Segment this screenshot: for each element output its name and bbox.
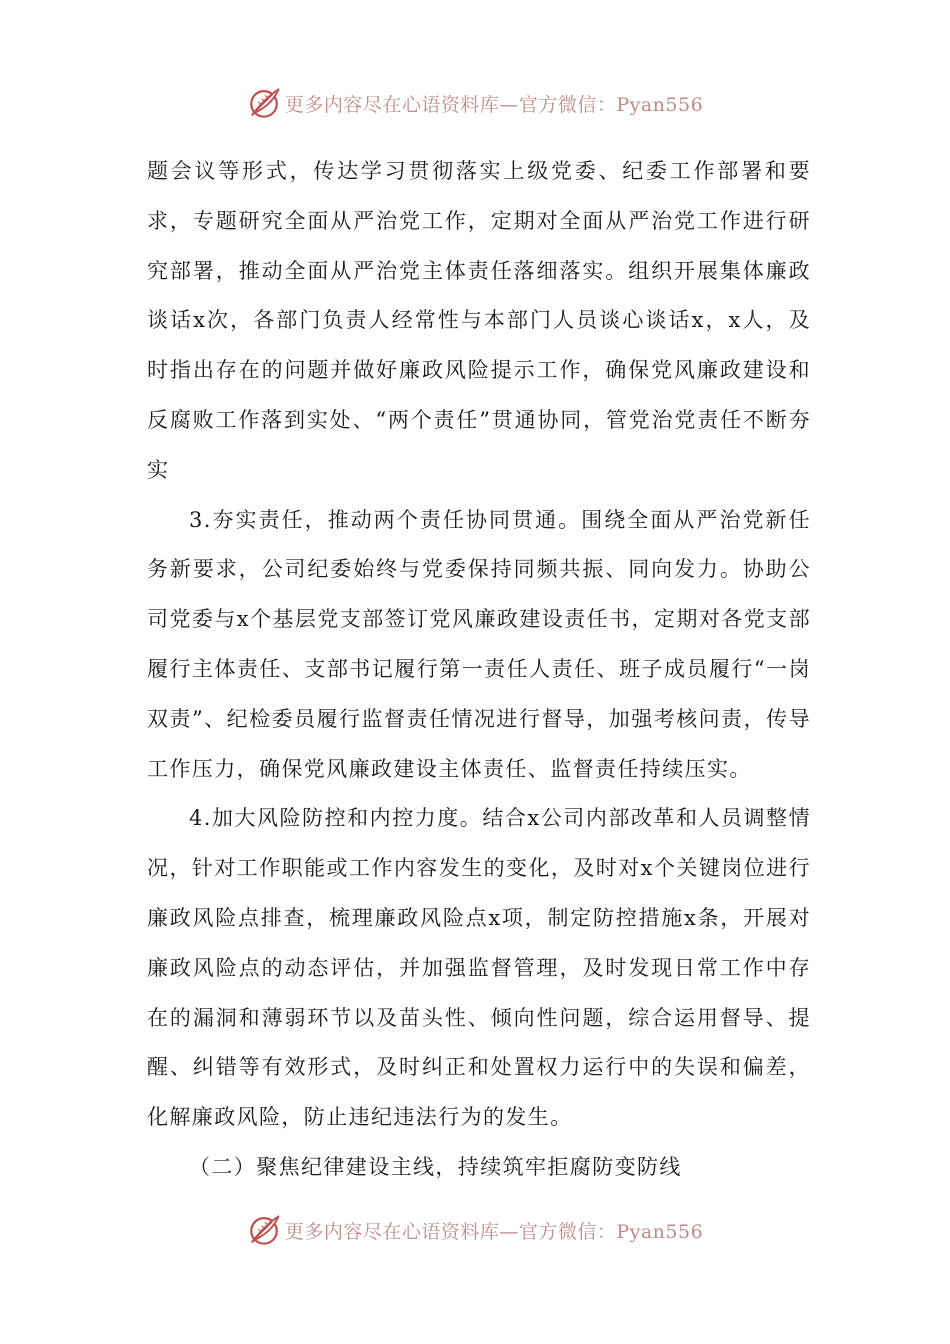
watermark-footer (0, 1210, 950, 1250)
feather-pen-icon (247, 86, 281, 120)
watermark-text: 更多内容尽在心语资料库—官方微信：Pyan556 (284, 1220, 704, 1243)
document-body (147, 147, 811, 1193)
section-heading: （二）聚焦纪律建设主线，持续筑牢拒腐防变防线 (189, 1154, 682, 1179)
paragraph-item-4: 4.加大风险防控和内控力度。结合x公司内部改革和人员调整情况，针对工作职能或工作内容发生的变化，及时对x个关键岗位进行廉政风险点排查，梳理廉政风险点x项，制定防控措施x条，开展对廉政风险点的动态评估，并加强监督管理，及时发现日常工作中存在的漏洞和薄弱环节以及苗头性、倾向性问题，综合运用督导、提醒、纠错等有效形式，及时纠正和处置权力运行中的失误和偏差，化解廉政风险，防止违纪违法行为的发生。 (147, 806, 811, 1130)
watermark-text: 更多内容尽在心语资料库—官方微信：Pyan556 (284, 93, 704, 116)
paragraph-item-3: 3.夯实责任，推动两个责任协同贯通。围绕全面从严治党新任务新要求，公司纪委始终与党委保持同频共振、同向发力。协助公司党委与x个基层党支部签订党风廉政建设责任书，定期对各党支部履行主体责任、支部书记履行第一责任人责任、班子成员履行“一岗双责”、纪检委员履行监督责任情况进行督导，加强考核问责，传导工作压力，确保党风廉政建设主体责任、监督责任持续压实。 (147, 507, 811, 781)
feather-pen-icon (247, 1213, 281, 1247)
watermark-header (0, 83, 950, 123)
paragraph-continued: 题会议等形式，传达学习贯彻落实上级党委、纪委工作部署和要求，专题研究全面从严治党工作，定期对全面从严治党工作进行研究部署，推动全面从严治党主体责任落细落实。组织开展集体廉政谈话x次，各部门负责人经常性与本部门人员谈心谈话x，x人，及时指出存在的问题并做好廉政风险提示工作，确保党风廉政建设和反腐败工作落到实处、“两个责任”贯通协同，管党治党责任不断夯实 (147, 159, 811, 482)
